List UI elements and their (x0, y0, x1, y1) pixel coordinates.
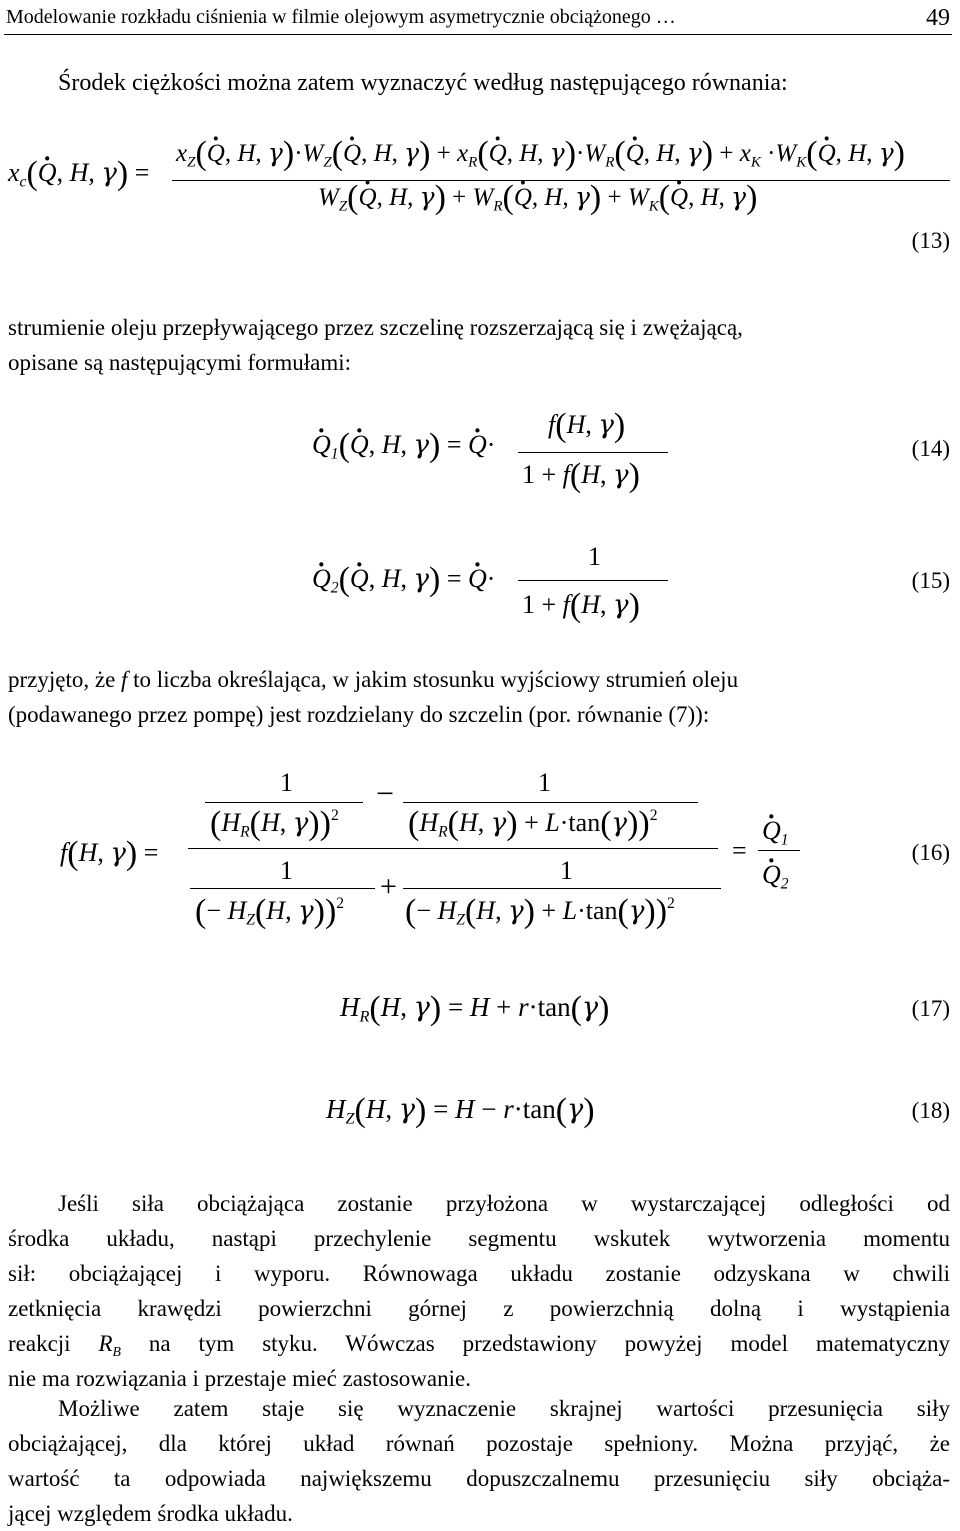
paragraph-line: zetknięcia krawędzi powierzchni górnej z powierzchnią dolną i wystąpienia (8, 1296, 950, 1321)
eq13-fraction-bar (172, 180, 950, 181)
eq16-term-c-denominator: (− $H_Z(H$, γ))$^2$ (195, 893, 345, 930)
paragraph-line: Jeśli siła obciążająca zostanie przyłożona w wystarczającej odległości od (58, 1191, 950, 1216)
f-text-post: to liczba określająca, w jakim stosunku wyjściowy strumień oleju (127, 667, 739, 692)
eq17-number: (17) (911, 996, 950, 1021)
eq14-denominator: 1 + f(H, γ) (522, 457, 640, 494)
eq16-minus: − (376, 775, 395, 811)
paragraph-2 (8, 1391, 950, 1531)
para1-line5-pre: reakcji (8, 1331, 99, 1356)
eq16-term-d-bar (403, 888, 721, 889)
running-header (4, 4, 952, 35)
header-title: Modelowanie rozkładu ciśnienia w filmie olejowym asymetrycznie obciążonego … (6, 6, 676, 28)
f-text-line (8, 662, 950, 697)
eq16-ratio-numerator: $Q \cdot_1$ (762, 818, 789, 844)
flow-text (8, 310, 950, 380)
flow-text-line: opisane są następującymi formułami: (8, 350, 351, 375)
eq15-lhs: $Q \cdot_2(Q$ ·, H, γ) = Q ·· (312, 566, 495, 593)
eq16-equals: = (732, 836, 747, 865)
eq16-term-a-bar (205, 802, 363, 803)
eq14-numerator: f(H, γ) (548, 407, 626, 444)
eq15-numerator: 1 (588, 542, 601, 571)
eq16-term-b-denominator: ($H_R(H$, γ) + L·tan(γ))$^2$ (408, 805, 658, 842)
eq14-fraction-bar (518, 452, 668, 453)
flow-text-line: strumienie oleju przepływającego przez szczelinę rozszerzającą się i zwężającą, (8, 315, 743, 340)
paragraph-line: środka układu, nastąpi przechylenie segmentu wskutek wytworzenia momentu (8, 1226, 950, 1251)
eq18-body: $H_Z(H$, γ) = H − r·tan(γ) (326, 1092, 595, 1129)
eq15-denominator: 1 + f(H, γ) (522, 587, 640, 624)
eq14-lhs: $Q \cdot_1(Q$ ·, H, γ) = Q ·· (312, 432, 495, 459)
eq16-term-b-numerator: 1 (538, 768, 551, 797)
eq13-lhs: $x_c(Q$ ·, H, γ) = (8, 160, 149, 187)
eq15-fraction-bar (518, 580, 668, 581)
eq16-term-d-denominator: (− $H_Z(H$, γ) + L·tan(γ))$^2$ (405, 893, 675, 930)
eq16-term-a-denominator: ($H_R(H$, γ))$^2$ (210, 805, 339, 842)
eq17-body: $H_R(H$, γ) = H + r·tan(γ) (340, 990, 610, 1027)
paragraph-line (8, 1326, 950, 1361)
eq16-plus: + (380, 870, 397, 903)
eq18-number: (18) (911, 1098, 950, 1123)
eq16-number: (16) (911, 840, 950, 865)
eq16-term-a-numerator: 1 (280, 768, 293, 797)
paragraph-line: jącej względem środka układu. (8, 1501, 293, 1526)
eq15-number: (15) (911, 568, 950, 593)
f-text-var: f (121, 667, 128, 692)
eq16-term-d-numerator: 1 (560, 856, 573, 885)
eq16-lhs: f(H, γ) = (60, 835, 159, 872)
paragraph-line: wartość ta odpowiada największemu dopuszczalnemu przesunięciu siły obciąża- (8, 1466, 950, 1491)
para1-line5-post: na tym styku. Wówczas przedstawiony powyżej model matematyczny (120, 1331, 950, 1356)
paragraph-line: Możliwe zatem staje się wyznaczenie skrajnej wartości przesunięcia siły (58, 1396, 950, 1421)
intro-text: Środek ciężkości można zatem wyznaczyć według następującego równania: (58, 70, 788, 96)
eq14-number: (14) (911, 436, 950, 461)
eq13-number: (13) (911, 228, 950, 253)
eq16-term-c-numerator: 1 (280, 856, 293, 885)
paragraph-1 (8, 1186, 950, 1396)
eq13-denominator: $W_Z(Q$ ·, H, $\gamma) + W_R(Q$ ·, H, $\gamma) + W_K(Q$ ·, H, γ) (318, 184, 757, 211)
para1-line5-var: R (98, 1331, 113, 1356)
f-text-line: (podawanego przez pompę) jest rozdzielany do szczelin (por. równanie (7)): (8, 702, 710, 727)
f-definition-text (8, 662, 950, 732)
paragraph-line: obciążającej, dla której układ równań pozostaje spełniony. Można przyjąć, że (8, 1431, 950, 1456)
eq13-numerator: $x_Z(Q$ ·, H, $\gamma)\cdot W_Z(Q$ ·, H, $\gamma) + x_R(Q$ ·, H, $\gamma)\cdot W_R(Q$ ·, H, $\gamma) + x_K \cdot W_K(Q$ ·, H, γ) (176, 140, 905, 167)
paragraph-line: sił: obciążającej i wyporu. Równowaga układu zostanie odzyskana w chwili (8, 1261, 950, 1286)
para1-line5-sub: B (112, 1343, 121, 1359)
paragraph-line: nie ma rozwiązania i przestaje mieć zastosowanie. (8, 1366, 471, 1391)
eq16-term-b-bar (403, 802, 698, 803)
f-text-pre: przyjęto, że (8, 667, 122, 692)
eq16-term-c-bar (190, 888, 375, 889)
page-number: 49 (926, 5, 950, 31)
eq16-ratio-denominator: $Q \cdot_2$ (762, 862, 789, 888)
eq16-main-bar (188, 848, 718, 849)
